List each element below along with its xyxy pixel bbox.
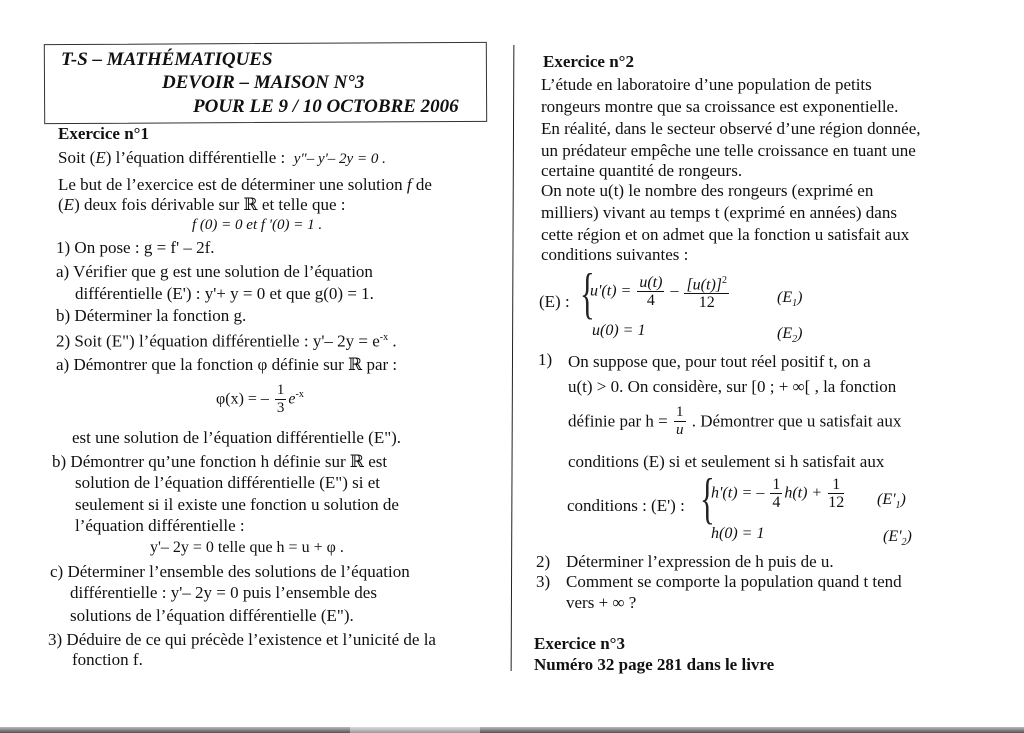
text: u'(t) = [590,282,632,300]
ex1-q2c-line3: solutions de l’équation différentielle (E"). [70,606,354,625]
ex2-q1-line3 [568,404,901,439]
numerator: 1 [276,382,285,398]
subscript: 2 [901,537,907,549]
text: ) deux fois dérivable sur ℝ et telle que : [74,195,346,214]
denominator: 4 [772,494,781,511]
numerator: 1 [828,476,844,494]
ex1-q2c-line1: c) Déterminer l’ensemble des solutions de l’équation [50,562,410,581]
text: ) [906,528,912,545]
text: 2) Soit (E") l’équation différentielle : y'– 2y = e [56,331,380,351]
ex2-para-line2: rongeurs montre que sa croissance est exponentielle. [541,97,899,116]
ex1-q3-line2: fonction f. [72,650,143,669]
ex2-para-line3: En réalité, dans le secteur observé d’une région donnée, [541,119,921,138]
ex1-q2b-line2: solution de l’équation différentielle (E") si et [75,473,380,492]
text: (E [777,325,793,342]
numerator: 1 [676,404,684,420]
exercise-3-title: Exercice n°3 [534,634,625,653]
text: – [670,282,679,300]
ex2-para-line8: cette région et on admet que la fonction u satisfait aux [541,225,910,244]
numerator: [u(t)] [686,276,722,294]
text: (E' [877,491,896,508]
ex1-q2a-end: est une solution de l’équation différentielle (E"). [72,428,402,447]
denominator: 12 [698,294,715,312]
text: (E' [883,528,902,545]
equation-E: y"– y'– 2y = 0 . [293,151,386,167]
ex1-q2c-line2: différentielle : y'– 2y = 0 puis l’ensemble des [70,583,377,602]
ex2-para-line6: On note u(t) le nombre des rongeurs (exprimé en [541,181,874,200]
text: de [415,175,432,194]
scan-edge [0,727,1024,733]
ex1-q1a-line2: différentielle (E') : y'+ y = 0 et que g(0) = 1. [75,284,374,303]
exercise-1-title: Exercice n°1 [58,124,149,143]
text: définie par h = [568,411,668,431]
text: E [95,148,106,167]
ex2-q3-line1: Comment se comporte la population quand t tend [566,572,902,591]
text: f [406,175,412,194]
text: Le but de l’exercice est de déterminer une solution [58,175,403,194]
ex2-q3-number: 3) [536,572,551,591]
ex2-para-line4: un prédateur empêche une telle croissance en tuant une [541,141,916,160]
text: Soit ( [58,148,96,167]
initial-conditions: f (0) = 0 et f '(0) = 1 . [192,217,323,233]
header-due-date: POUR LE 9 / 10 OCTOBRE 2006 [193,96,459,117]
text: . [388,331,397,351]
ex2-q1-number: 1) [538,350,553,369]
fraction [674,404,686,439]
text: . Démontrer que u satisfait aux [691,411,902,431]
ex2-q3-line2: vers + ∞ ? [566,593,637,612]
ex1-q1b: b) Déterminer la fonction g. [56,306,247,325]
tag-E2 [777,325,802,345]
equation-E-prime-2: h(0) = 1 [711,525,765,542]
ex2-q2: Déterminer l’expression de h puis de u. [566,552,834,571]
text: ) [797,325,803,342]
text: E [63,195,75,214]
ex2-para-line7: milliers) vivant au temps t (exprimé en années) dans [541,203,897,222]
denominator: u [676,422,684,438]
ex1-q2 [56,328,397,352]
ex2-q1-line1: On suppose que, pour tout réel positif t, on a [568,352,871,371]
exponent: -x [295,389,304,401]
subscript: 2 [792,334,798,346]
column-divider [511,45,515,671]
ex1-q1: 1) On pose : g = f' – 2f. [56,238,215,257]
equation-E1 [590,272,731,311]
equation-E-prime-1 [711,476,846,511]
phi-definition [216,382,304,417]
ex1-q2a: a) Démontrer que la fonction φ définie sur ℝ par : [56,355,398,374]
exercise-2-title: Exercice n°2 [543,52,634,71]
system-E-label: (E) : [539,292,570,311]
text: ( [58,195,64,214]
ex1-q3-line1: 3) Déduire de ce qui précède l’existence et l’unicité de la [48,630,436,649]
ex1-goal-line [58,175,432,195]
subscript: 1 [792,298,798,310]
ex1-q2b-line4: l’équation différentielle : [75,516,245,535]
denominator: 12 [828,494,845,511]
ex1-q2b-line1: b) Démontrer qu’une fonction h définie sur ℝ est [52,452,388,471]
brace-icon: { [580,263,595,325]
numerator: 1 [772,476,781,493]
fraction [828,476,844,511]
exponent: -x [379,332,389,343]
exponent: 2 [722,275,727,286]
tag-E-prime-2 [883,528,912,548]
ex2-para-line5: certaine quantité de rongeurs. [541,161,743,180]
text: h(t) + [784,484,823,502]
system-E-prime-label: conditions : (E') : [567,496,685,515]
ex1-q2b-line3: seulement si il existe une fonction u solution de [75,495,399,514]
tag-E-prime-1 [877,491,906,511]
ex1-goal-line-2 [58,195,345,215]
ex1-q1a-line1: a) Vérifier que g est une solution de l’équation [56,262,373,281]
brace-icon: { [700,468,715,530]
text: ) [900,491,906,508]
text: h'(t) = – [711,484,765,502]
fraction [770,476,782,511]
ex2-q2-number: 2) [536,552,551,571]
denominator: 3 [276,400,285,416]
text: e [288,390,296,408]
ex1-intro-line [58,148,386,169]
ex2-para-line1: L’étude en laboratoire d’une population de petits [541,75,872,94]
ex2-q1-line4: conditions (E) si et seulement si h satisfait aux [568,452,885,471]
ex2-para-line9: conditions suivantes : [541,245,689,264]
tag-E1 [777,289,802,309]
numerator: u(t) [639,274,663,292]
fraction [637,274,664,309]
subscript: 1 [895,500,901,512]
text: (E [777,289,793,306]
equation-E2: u(0) = 1 [592,322,646,339]
denominator: 4 [646,292,655,310]
header-assignment: DEVOIR – MAISON N°3 [162,72,365,93]
text: ) l’équation différentielle : [105,148,286,167]
header-course: T-S – MATHÉMATIQUES [61,49,273,70]
scan-edge-gap [350,727,480,733]
ex1-q2b-line5: y'– 2y = 0 telle que h = u + φ . [150,539,344,556]
text: ) [797,289,803,306]
fraction [275,382,287,417]
exercise-3-text: Numéro 32 page 281 dans le livre [534,655,775,674]
ex2-q1-line2: u(t) > 0. On considère, sur [0 ; + ∞[ , la fonction [568,377,897,396]
fraction [684,272,729,311]
text: φ(x) = – [216,390,269,408]
